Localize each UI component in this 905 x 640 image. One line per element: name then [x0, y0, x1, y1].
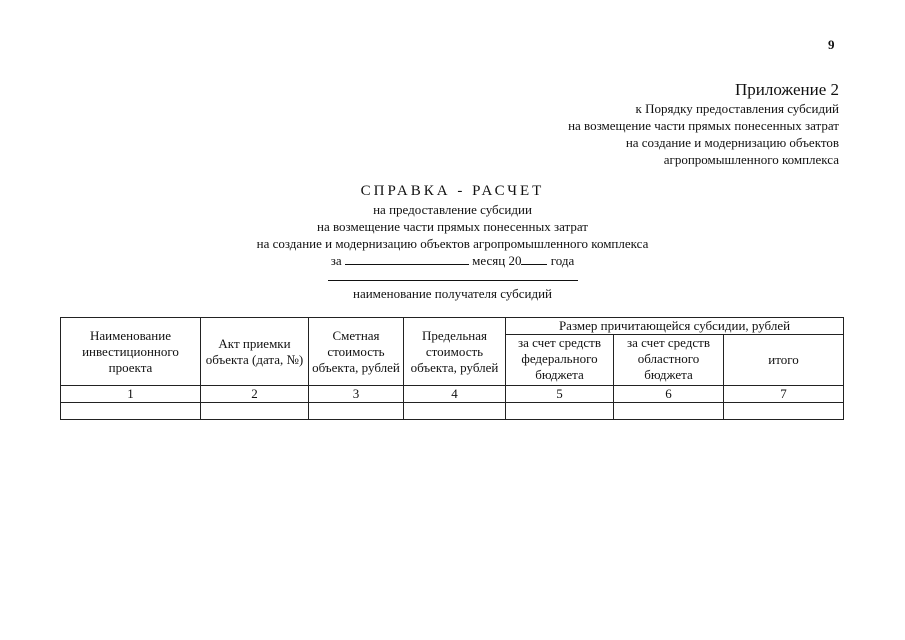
empty-cell[interactable]	[614, 403, 724, 420]
empty-cell[interactable]	[201, 403, 309, 420]
appendix-line: агропромышленного комплекса	[663, 152, 839, 167]
appendix-line: к Порядку предоставления субсидий	[635, 101, 839, 116]
subsidy-calculation-table	[60, 317, 844, 420]
header-max-cost: Предельная стоимость объекта, рублей	[404, 318, 506, 386]
header-total: итого	[724, 335, 844, 386]
table-row	[61, 403, 844, 420]
year-blank-field[interactable]	[521, 252, 547, 265]
heading-line: на предоставление субсидии	[373, 202, 532, 217]
period-year-label: года	[550, 253, 575, 268]
column-number-row	[61, 386, 844, 403]
period-prefix: за	[330, 253, 342, 268]
column-number: 3	[309, 386, 404, 403]
month-blank-field[interactable]	[345, 252, 469, 265]
header-acceptance-act: Акт приемки объекта (дата, №)	[201, 318, 309, 386]
appendix-line: на создание и модернизацию объектов	[625, 135, 839, 150]
column-number: 6	[614, 386, 724, 403]
page-number: 9	[828, 37, 835, 52]
heading-line: на возмещение части прямых понесенных затрат	[317, 219, 588, 234]
heading-line: на создание и модернизацию объектов агропромышленного комплекса	[256, 236, 649, 251]
header-federal-budget: за счет средств федерального бюджета	[506, 335, 614, 386]
period-month-label: месяц 20	[472, 253, 522, 268]
appendix-block	[568, 80, 839, 168]
appendix-title: Приложение 2	[735, 80, 839, 99]
recipient-blank-field[interactable]	[328, 280, 578, 281]
header-estimated-cost: Сметная стоимость объекта, рублей	[309, 318, 404, 386]
header-regional-budget: за счет средств областного бюджета	[614, 335, 724, 386]
empty-cell[interactable]	[404, 403, 506, 420]
column-number: 5	[506, 386, 614, 403]
header-project-name: Наименование инвестиционного проекта	[61, 318, 201, 386]
document-heading	[0, 182, 905, 269]
column-number: 1	[61, 386, 201, 403]
empty-cell[interactable]	[724, 403, 844, 420]
header-subsidy-group: Размер причитающейся субсидии, рублей	[506, 318, 844, 335]
appendix-line: на возмещение части прямых понесенных затрат	[568, 118, 839, 133]
document-title: СПРАВКА - РАСЧЕТ	[360, 183, 545, 199]
recipient-caption: наименование получателя субсидий	[352, 286, 553, 301]
column-number: 4	[404, 386, 506, 403]
empty-cell[interactable]	[61, 403, 201, 420]
column-number: 2	[201, 386, 309, 403]
period-line	[0, 252, 905, 269]
empty-cell[interactable]	[309, 403, 404, 420]
column-number: 7	[724, 386, 844, 403]
empty-cell[interactable]	[506, 403, 614, 420]
